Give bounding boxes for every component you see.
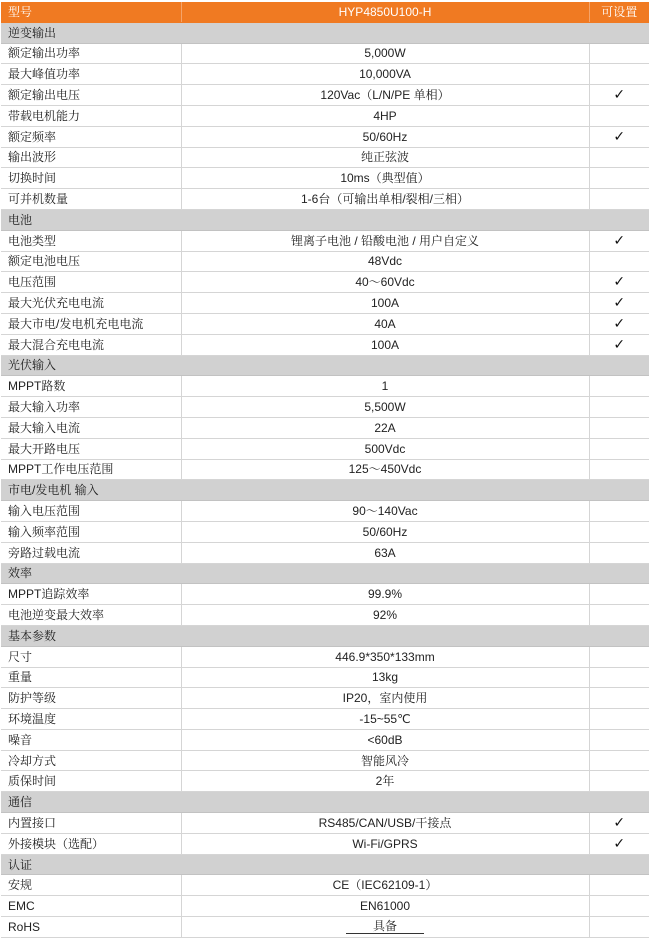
spec-table <box>1 2 649 938</box>
table-row <box>1 771 649 792</box>
spec-value: 1 <box>381 379 389 394</box>
spec-label: 切换时间 <box>1 168 181 189</box>
spec-value-cell <box>181 272 589 293</box>
spec-value: IP20，室内使用 <box>342 691 428 706</box>
section-spacer <box>181 792 589 813</box>
configurable-cell <box>589 313 649 334</box>
spec-value: 90～140Vac <box>352 504 418 519</box>
spec-label: 电池逆变最大效率 <box>1 605 181 626</box>
configurable-cell <box>589 875 649 896</box>
spec-value-cell <box>181 147 589 168</box>
table-row <box>1 605 649 626</box>
check-mark-icon: ✓ <box>613 315 626 332</box>
spec-label: 内置接口 <box>1 813 181 834</box>
section-header-row <box>1 22 649 43</box>
spec-label: 最大开路电压 <box>1 438 181 459</box>
configurable-cell <box>589 438 649 459</box>
section-spacer <box>181 209 589 230</box>
spec-label: 噪音 <box>1 729 181 750</box>
configurable-cell <box>589 43 649 64</box>
spec-value-cell <box>181 813 589 834</box>
configurable-cell <box>589 293 649 314</box>
table-row <box>1 376 649 397</box>
spec-value-cell <box>181 646 589 667</box>
spec-value: 4HP <box>373 108 397 123</box>
section-spacer <box>181 625 589 646</box>
spec-value-cell <box>181 189 589 210</box>
spec-value-cell <box>181 875 589 896</box>
spec-value: 40～60Vdc <box>355 275 415 290</box>
configurable-cell <box>589 584 649 605</box>
spec-label: 额定输出功率 <box>1 43 181 64</box>
table-row <box>1 833 649 854</box>
spec-value-cell <box>181 376 589 397</box>
header-param-label: 型号 <box>1 2 181 22</box>
configurable-cell <box>589 417 649 438</box>
configurable-cell <box>589 646 649 667</box>
spec-value-cell <box>181 397 589 418</box>
spec-value: 100A <box>370 337 400 352</box>
section-header-row <box>1 854 649 875</box>
configurable-cell <box>589 501 649 522</box>
configurable-cell <box>589 334 649 355</box>
spec-label: 最大输入电流 <box>1 417 181 438</box>
configurable-cell <box>589 917 649 938</box>
table-row <box>1 917 649 938</box>
table-row <box>1 501 649 522</box>
spec-value-cell <box>181 501 589 522</box>
spec-value: 446.9*350*133mm <box>335 649 435 664</box>
spec-value: 92% <box>372 608 398 622</box>
section-spacer <box>589 209 649 230</box>
spec-label: 输入电压范围 <box>1 501 181 522</box>
section-spacer <box>589 480 649 501</box>
table-row <box>1 293 649 314</box>
table-row <box>1 272 649 293</box>
configurable-cell <box>589 521 649 542</box>
table-row <box>1 64 649 85</box>
spec-label: 电池类型 <box>1 230 181 251</box>
spec-label: 额定输出电压 <box>1 85 181 106</box>
configurable-cell <box>589 667 649 688</box>
section-title: 通信 <box>1 792 181 813</box>
spec-value-cell <box>181 771 589 792</box>
spec-label: 电压范围 <box>1 272 181 293</box>
configurable-cell <box>589 397 649 418</box>
section-spacer <box>589 854 649 875</box>
configurable-cell <box>589 813 649 834</box>
spec-value-cell <box>181 667 589 688</box>
section-header-row <box>1 209 649 230</box>
spec-value-cell <box>181 584 589 605</box>
spec-value: Wi-Fi/GPRS <box>352 836 418 851</box>
spec-label: 额定电池电压 <box>1 251 181 272</box>
table-row <box>1 43 649 64</box>
section-title: 效率 <box>1 563 181 584</box>
configurable-cell <box>589 189 649 210</box>
table-row <box>1 709 649 730</box>
check-mark-icon: ✓ <box>613 87 626 104</box>
spec-value-cell <box>181 43 589 64</box>
spec-value-cell <box>181 334 589 355</box>
section-spacer <box>181 355 589 376</box>
section-title: 认证 <box>1 854 181 875</box>
check-mark-icon: ✓ <box>613 274 626 291</box>
section-spacer <box>589 625 649 646</box>
section-header-row <box>1 355 649 376</box>
section-spacer <box>181 22 589 43</box>
configurable-cell <box>589 459 649 480</box>
configurable-cell <box>589 896 649 917</box>
configurable-cell <box>589 605 649 626</box>
spec-value-cell <box>181 313 589 334</box>
table-row <box>1 729 649 750</box>
spec-label: 重量 <box>1 667 181 688</box>
check-mark-icon: ✓ <box>613 232 626 249</box>
section-spacer <box>181 563 589 584</box>
configurable-cell <box>589 64 649 85</box>
spec-value: 50/60Hz <box>362 524 408 539</box>
configurable-cell <box>589 833 649 854</box>
table-row <box>1 251 649 272</box>
section-spacer <box>589 22 649 43</box>
spec-value: 2年 <box>375 774 395 789</box>
header-model-name: HYP4850U100-H <box>181 2 589 22</box>
spec-value-cell <box>181 168 589 189</box>
table-row <box>1 750 649 771</box>
spec-label: 冷却方式 <box>1 750 181 771</box>
spec-value: 500Vdc <box>364 441 406 456</box>
configurable-cell <box>589 376 649 397</box>
spec-label: 带载电机能力 <box>1 105 181 126</box>
table-row <box>1 521 649 542</box>
spec-value-cell <box>181 605 589 626</box>
configurable-cell <box>589 147 649 168</box>
table-row <box>1 334 649 355</box>
spec-label: 可并机数量 <box>1 189 181 210</box>
table-row <box>1 667 649 688</box>
spec-label: 尺寸 <box>1 646 181 667</box>
spec-value: <60dB <box>367 732 403 747</box>
section-spacer <box>589 355 649 376</box>
section-title: 逆变输出 <box>1 22 181 43</box>
spec-value: 22A <box>374 420 396 435</box>
spec-label: 输出波形 <box>1 147 181 168</box>
table-row <box>1 875 649 896</box>
table-row <box>1 168 649 189</box>
table-header-row <box>1 2 649 22</box>
table-row <box>1 230 649 251</box>
spec-label: RoHS <box>1 917 181 938</box>
section-spacer <box>589 563 649 584</box>
spec-label: 最大混合充电电流 <box>1 334 181 355</box>
spec-value: 100A <box>370 296 400 311</box>
spec-value-cell <box>181 126 589 147</box>
configurable-cell <box>589 105 649 126</box>
table-row <box>1 189 649 210</box>
spec-value: 50/60Hz <box>362 129 408 144</box>
spec-value: 5,000W <box>364 46 406 61</box>
spec-value: 纯正弦波 <box>360 150 409 165</box>
table-row <box>1 646 649 667</box>
spec-label: 安规 <box>1 875 181 896</box>
spec-value-cell <box>181 896 589 917</box>
section-spacer <box>181 480 589 501</box>
spec-value-cell <box>181 293 589 314</box>
spec-value-cell <box>181 542 589 563</box>
spec-value: 48Vdc <box>367 254 403 269</box>
spec-value-cell <box>181 917 589 938</box>
header-configurable-label: 可设置 <box>589 2 649 22</box>
spec-value: -15~55℃ <box>359 711 411 726</box>
spec-value-cell <box>181 729 589 750</box>
spec-label: 外接模块（选配） <box>1 833 181 854</box>
configurable-cell <box>589 542 649 563</box>
section-title: 光伏输入 <box>1 355 181 376</box>
spec-value: 10ms（典型值） <box>340 171 430 186</box>
spec-value-cell <box>181 709 589 730</box>
spec-label: MPPT追踪效率 <box>1 584 181 605</box>
spec-label: 质保时间 <box>1 771 181 792</box>
spec-value: 99.9% <box>367 587 403 602</box>
spec-value-cell <box>181 833 589 854</box>
section-title: 基本参数 <box>1 625 181 646</box>
configurable-cell <box>589 709 649 730</box>
section-header-row <box>1 625 649 646</box>
check-mark-icon: ✓ <box>613 835 626 852</box>
spec-label: MPPT工作电压范围 <box>1 459 181 480</box>
spec-value-cell <box>181 438 589 459</box>
spec-value-cell <box>181 64 589 85</box>
configurable-cell <box>589 126 649 147</box>
spec-value-cell <box>181 85 589 106</box>
spec-value: 具备 <box>346 920 424 934</box>
spec-value: RS485/CAN/USB/干接点 <box>318 815 452 830</box>
table-row <box>1 313 649 334</box>
table-row <box>1 417 649 438</box>
spec-value: 10,000VA <box>359 67 411 82</box>
section-header-row <box>1 563 649 584</box>
section-header-row <box>1 480 649 501</box>
configurable-cell <box>589 251 649 272</box>
spec-value-cell <box>181 459 589 480</box>
spec-value-cell <box>181 750 589 771</box>
spec-value-cell <box>181 417 589 438</box>
table-row <box>1 105 649 126</box>
configurable-cell <box>589 729 649 750</box>
table-row <box>1 584 649 605</box>
table-row <box>1 896 649 917</box>
spec-table-body <box>1 22 649 937</box>
spec-label: 额定频率 <box>1 126 181 147</box>
spec-label: 最大峰值功率 <box>1 64 181 85</box>
spec-value: 125～450Vdc <box>348 462 422 477</box>
section-spacer <box>181 854 589 875</box>
spec-label: 旁路过载电流 <box>1 542 181 563</box>
spec-value: 120Vac（L/N/PE 单相） <box>320 88 450 103</box>
spec-label: 最大光伏充电电流 <box>1 293 181 314</box>
spec-label: MPPT路数 <box>1 376 181 397</box>
configurable-cell <box>589 230 649 251</box>
spec-label: 最大输入功率 <box>1 397 181 418</box>
check-mark-icon: ✓ <box>613 336 626 353</box>
spec-value-cell <box>181 230 589 251</box>
table-row <box>1 438 649 459</box>
table-row <box>1 459 649 480</box>
section-title: 市电/发电机 输入 <box>1 480 181 501</box>
table-row <box>1 397 649 418</box>
spec-value: 13kg <box>371 670 399 685</box>
spec-label: 环境温度 <box>1 709 181 730</box>
spec-value-cell <box>181 521 589 542</box>
configurable-cell <box>589 688 649 709</box>
section-title: 电池 <box>1 209 181 230</box>
configurable-cell <box>589 771 649 792</box>
spec-label: 输入频率范围 <box>1 521 181 542</box>
configurable-cell <box>589 272 649 293</box>
table-row <box>1 813 649 834</box>
section-spacer <box>589 792 649 813</box>
configurable-cell <box>589 750 649 771</box>
section-header-row <box>1 792 649 813</box>
spec-value: 5,500W <box>364 400 406 415</box>
spec-value: 1-6台（可输出单相/裂相/三相） <box>300 192 469 207</box>
spec-value: 锂离子电池 / 铅酸电池 / 用户自定义 <box>290 233 479 248</box>
spec-value: CE（IEC62109-1） <box>332 878 438 893</box>
check-mark-icon: ✓ <box>613 295 626 312</box>
check-mark-icon: ✓ <box>613 128 626 145</box>
table-row <box>1 542 649 563</box>
table-row <box>1 147 649 168</box>
spec-value: 63A <box>374 545 396 560</box>
table-row <box>1 688 649 709</box>
configurable-cell <box>589 85 649 106</box>
table-row <box>1 85 649 106</box>
spec-value-cell <box>181 688 589 709</box>
table-row <box>1 126 649 147</box>
spec-label: 防护等级 <box>1 688 181 709</box>
spec-value: 40A <box>374 316 396 331</box>
spec-value: EN61000 <box>359 899 411 914</box>
configurable-cell <box>589 168 649 189</box>
spec-value: 智能风冷 <box>360 753 409 768</box>
spec-value-cell <box>181 251 589 272</box>
spec-value-cell <box>181 105 589 126</box>
spec-label: EMC <box>1 896 181 917</box>
spec-label: 最大市电/发电机充电电流 <box>1 313 181 334</box>
check-mark-icon: ✓ <box>613 814 626 831</box>
